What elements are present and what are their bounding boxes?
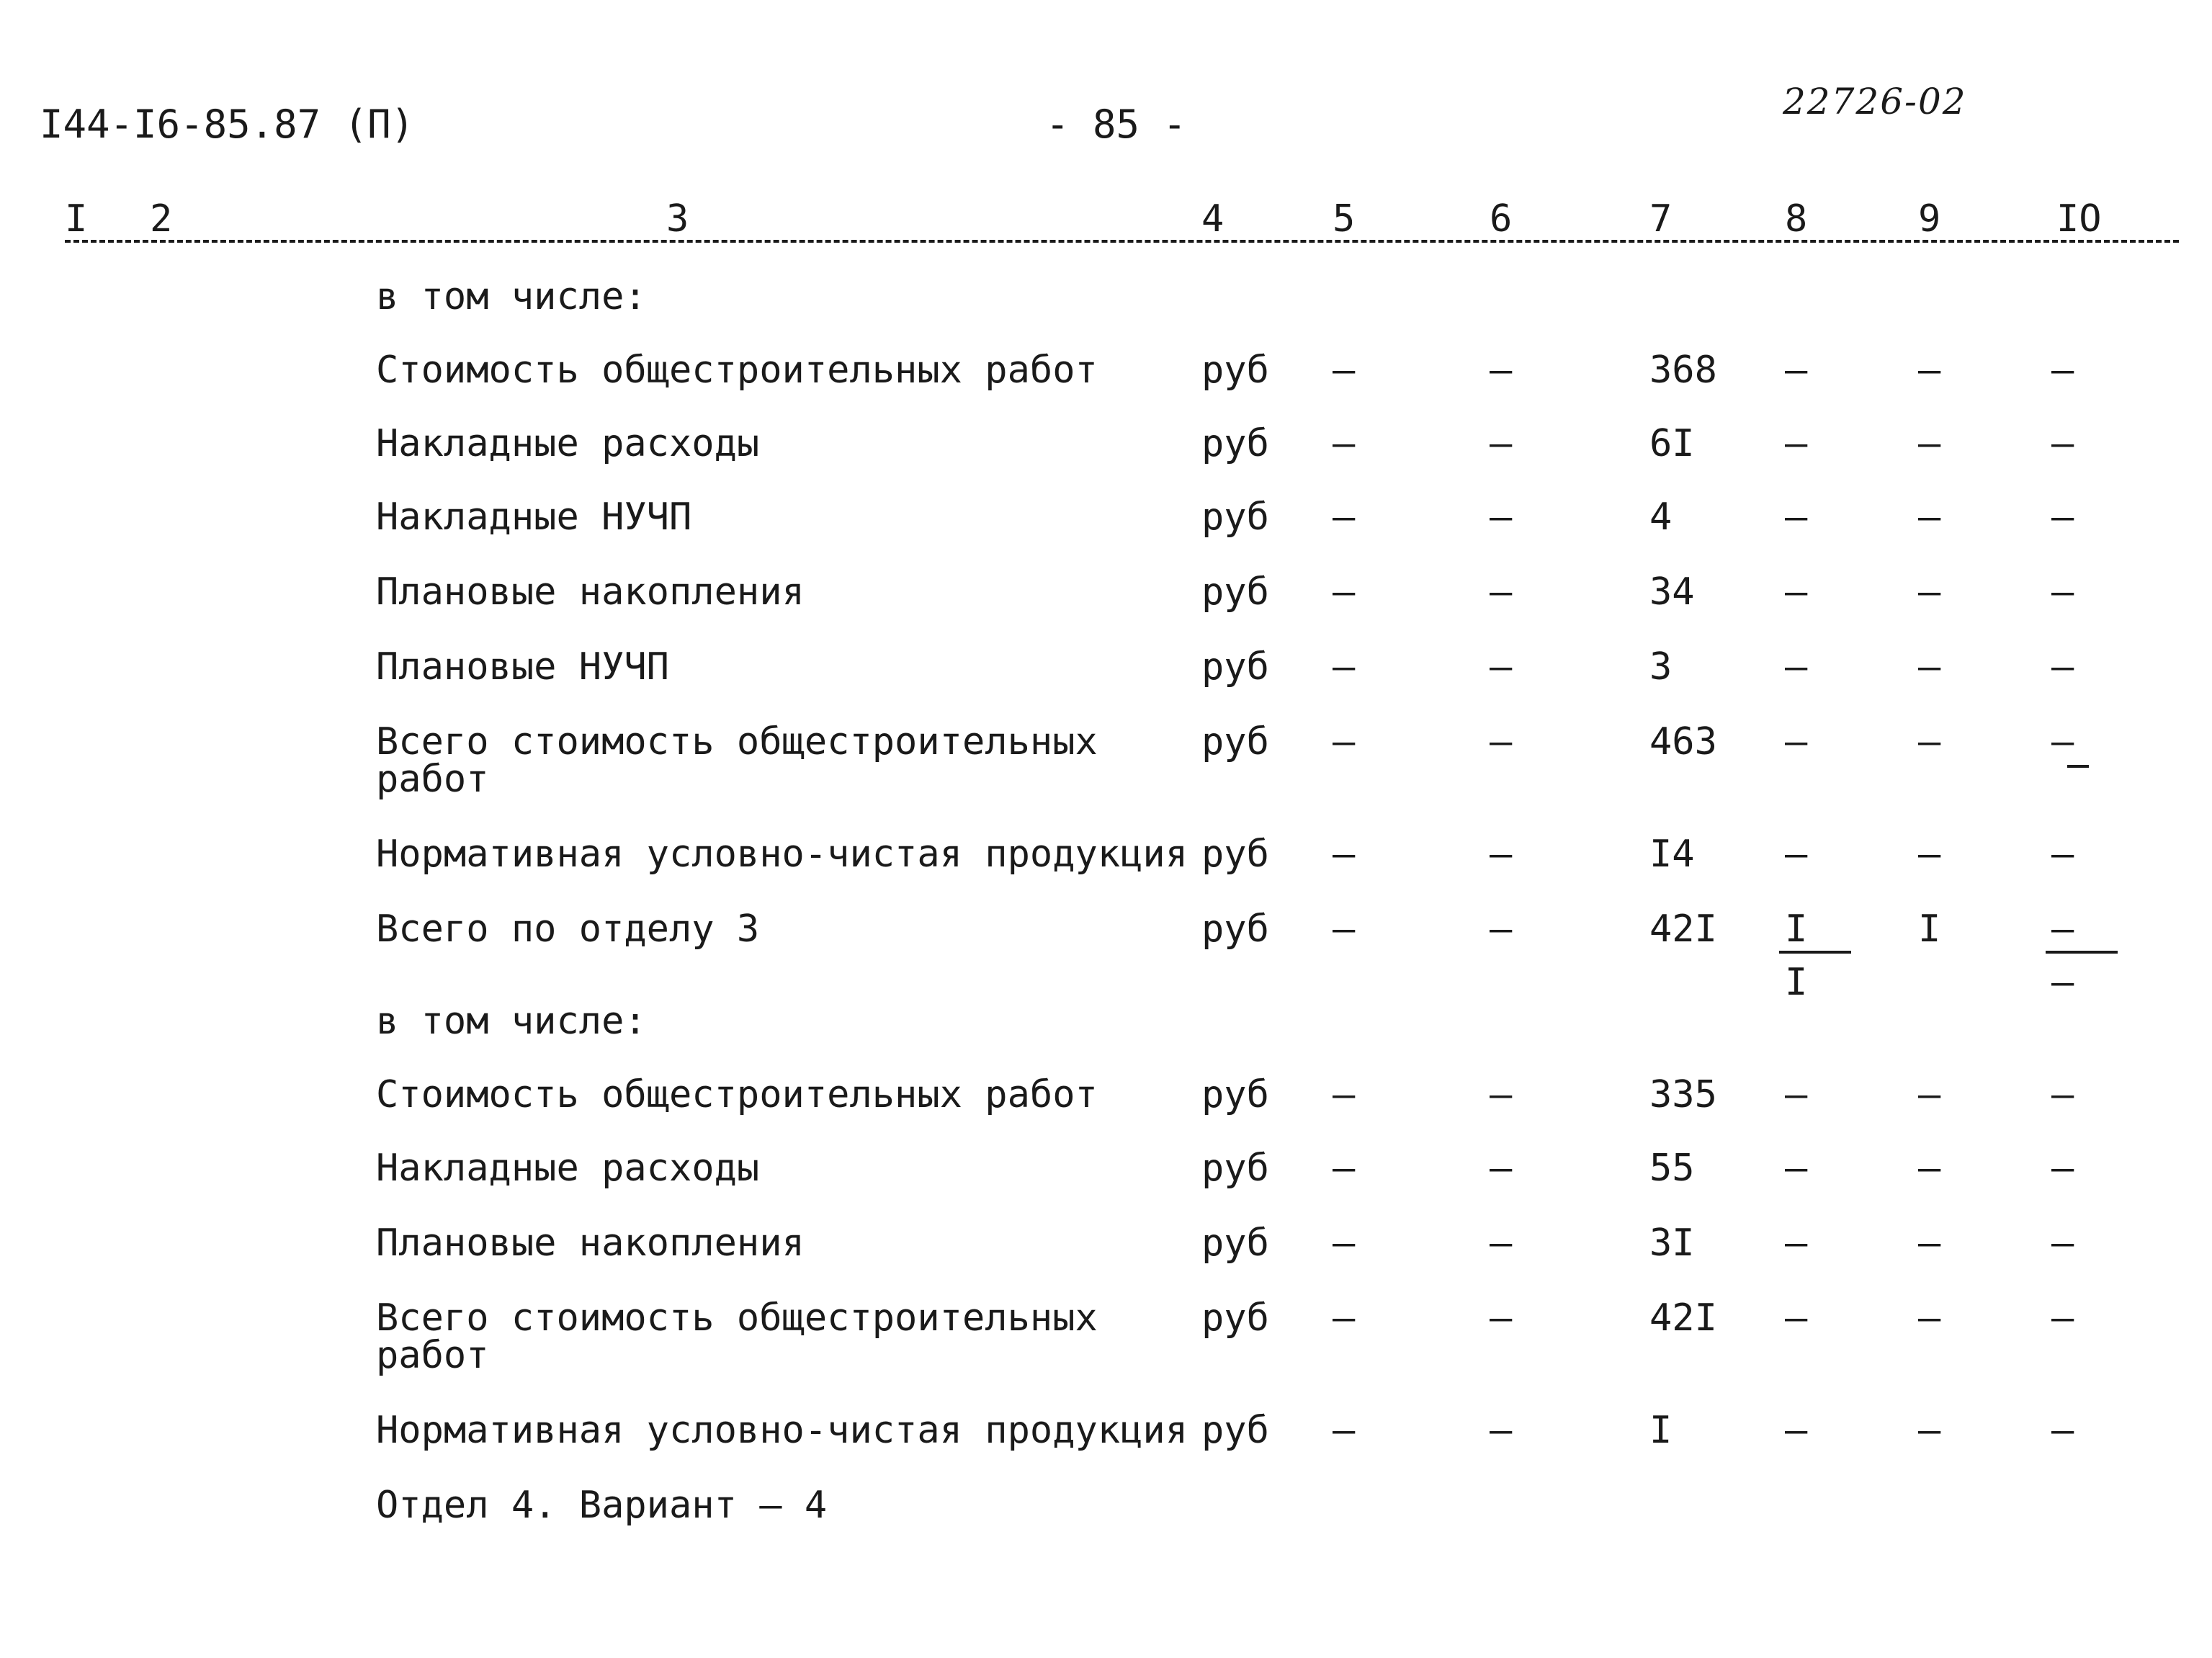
row-col10: –	[2051, 1147, 2074, 1190]
total-col10-bottom: –	[2051, 961, 2074, 1004]
row-unit: руб	[1201, 496, 1269, 539]
row-unit: руб	[1201, 1409, 1269, 1452]
column-header-5: 5	[1333, 197, 1356, 241]
row-col9: –	[1918, 1222, 1941, 1265]
row-col8: –	[1785, 570, 1808, 614]
row-col9: –	[1918, 833, 1941, 876]
row-col8: –	[1785, 1296, 1808, 1340]
row-col7: 3	[1649, 645, 1673, 689]
row-col5: –	[1333, 1409, 1356, 1452]
row-col10: –	[2051, 422, 2074, 465]
row-col6: –	[1490, 1073, 1513, 1116]
row-unit: руб	[1201, 1147, 1269, 1190]
total-unit: руб	[1201, 908, 1269, 951]
row-unit: руб	[1201, 645, 1269, 689]
row-col7: 463	[1649, 720, 1717, 763]
row-unit: руб	[1201, 349, 1269, 392]
row-col7: 4	[1649, 496, 1673, 539]
row-description-line2: работ	[376, 758, 489, 801]
row-unit: руб	[1201, 1073, 1269, 1116]
row-col8: –	[1785, 833, 1808, 876]
total-col5: –	[1333, 908, 1356, 951]
row-col5: –	[1333, 1222, 1356, 1265]
row-col10: –	[2051, 1409, 2074, 1452]
row-col9: –	[1918, 1296, 1941, 1340]
row-col9: –	[1918, 570, 1941, 614]
row-col5: –	[1333, 349, 1356, 392]
row-col8: –	[1785, 1147, 1808, 1190]
row-col5: –	[1333, 645, 1356, 689]
row-col5: –	[1333, 496, 1356, 539]
column-header-6: 6	[1490, 197, 1513, 241]
row-col10: –	[2051, 1073, 2074, 1116]
row-col7: 34	[1649, 570, 1695, 614]
column-header-2: 2	[150, 197, 173, 241]
row-col6: –	[1490, 349, 1513, 392]
row-col6: –	[1490, 496, 1513, 539]
column-header-1: I	[65, 197, 88, 241]
row-col6: –	[1490, 833, 1513, 876]
fraction-bar-col8	[1779, 951, 1851, 954]
column-header-7: 7	[1649, 197, 1673, 241]
row-col10: –	[2051, 1296, 2074, 1340]
row-col10: –	[2051, 720, 2074, 763]
row-col8: –	[1785, 1222, 1808, 1265]
section-label: в том числе:	[376, 275, 647, 318]
row-col5: –	[1333, 1147, 1356, 1190]
row-col8: –	[1785, 422, 1808, 465]
document-code: I44-I6-85.87 (П)	[40, 102, 415, 147]
row-col7: I4	[1649, 833, 1695, 876]
row-col8: –	[1785, 1073, 1808, 1116]
row-col10: –	[2051, 645, 2074, 689]
row-description-line1: Всего стоимость общестроительных	[376, 1296, 1098, 1340]
page-number: - 85 -	[1046, 102, 1187, 147]
row-col9: –	[1918, 1147, 1941, 1190]
row-col8: –	[1785, 349, 1808, 392]
row-description: Плановые накопления	[376, 1222, 805, 1265]
row-description: Накладные расходы	[376, 1147, 760, 1190]
row-description: Накладные НУЧП	[376, 496, 692, 539]
row-unit: руб	[1201, 422, 1269, 465]
row-col7: 368	[1649, 349, 1717, 392]
row-col5: –	[1333, 720, 1356, 763]
row-description: Нормативная условно-чистая продукция	[376, 1409, 1188, 1452]
row-col6: –	[1490, 645, 1513, 689]
total-col10-top: –	[2051, 908, 2074, 951]
row-description-line1: Всего стоимость общестроительных	[376, 720, 1098, 763]
section-label: в том числе:	[376, 1000, 647, 1043]
row-col7: 42I	[1649, 1296, 1717, 1340]
row-col7: 6I	[1649, 422, 1695, 465]
row-col7: 55	[1649, 1147, 1695, 1190]
row-unit: руб	[1201, 1222, 1269, 1265]
row-col10: –	[2051, 570, 2074, 614]
row-col10: –	[2051, 496, 2074, 539]
row-description: Плановые накопления	[376, 570, 805, 614]
handwritten-archive-number: 22726-02	[1783, 81, 1967, 122]
row-col9: –	[1918, 1073, 1941, 1116]
row-description: Плановые НУЧП	[376, 645, 669, 689]
row-col7: 335	[1649, 1073, 1717, 1116]
row-col10: –	[2051, 833, 2074, 876]
row-col8: –	[1785, 720, 1808, 763]
row-col7: 3I	[1649, 1222, 1695, 1265]
total-col7: 42I	[1649, 908, 1717, 951]
row-col8: –	[1785, 496, 1808, 539]
row-description: Стоимость общестроительных работ	[376, 349, 1098, 392]
column-header-4: 4	[1201, 197, 1224, 241]
row-unit: руб	[1201, 720, 1269, 763]
row-unit: руб	[1201, 1296, 1269, 1340]
row-col10: –	[2051, 349, 2074, 392]
row-description: Накладные расходы	[376, 422, 760, 465]
column-header-9: 9	[1918, 197, 1941, 241]
row-col6: –	[1490, 570, 1513, 614]
total-col9: I	[1918, 908, 1941, 951]
row-col9: –	[1918, 422, 1941, 465]
row-unit: руб	[1201, 570, 1269, 614]
row-unit: руб	[1201, 833, 1269, 876]
fraction-bar-col10	[2046, 951, 2118, 954]
total-col6: –	[1490, 908, 1513, 951]
row-col9: –	[1918, 496, 1941, 539]
row-col6: –	[1490, 720, 1513, 763]
next-section-heading: Отдел 4. Вариант – 4	[376, 1484, 828, 1527]
row-col6: –	[1490, 1409, 1513, 1452]
row-col9: –	[1918, 645, 1941, 689]
row-col9: –	[1918, 1409, 1941, 1452]
row-description: Нормативная условно-чистая продукция	[376, 833, 1188, 876]
row-col9: –	[1918, 349, 1941, 392]
row-col6: –	[1490, 1296, 1513, 1340]
row-col6: –	[1490, 422, 1513, 465]
row-col5: –	[1333, 1073, 1356, 1116]
column-header-3: 3	[666, 197, 689, 241]
row-col8: –	[1785, 1409, 1808, 1452]
column-header-10: IO	[2056, 197, 2102, 241]
row-col5: –	[1333, 422, 1356, 465]
row-col10: –	[2051, 1222, 2074, 1265]
column-header-8: 8	[1785, 197, 1808, 241]
total-col8-bottom: I	[1785, 961, 1808, 1004]
row-col8: –	[1785, 645, 1808, 689]
row-description: Стоимость общестроительных работ	[376, 1073, 1098, 1116]
row-col5: –	[1333, 833, 1356, 876]
handwritten-underline-mark	[2067, 765, 2089, 768]
row-col9: –	[1918, 720, 1941, 763]
total-description: Всего по отделу 3	[376, 908, 760, 951]
row-col6: –	[1490, 1147, 1513, 1190]
row-col5: –	[1333, 1296, 1356, 1340]
row-col6: –	[1490, 1222, 1513, 1265]
row-description-line2: работ	[376, 1334, 489, 1377]
row-col5: –	[1333, 570, 1356, 614]
header-dashed-rule	[65, 240, 2179, 243]
row-col7: I	[1649, 1409, 1673, 1452]
total-col8-top: I	[1785, 908, 1808, 951]
